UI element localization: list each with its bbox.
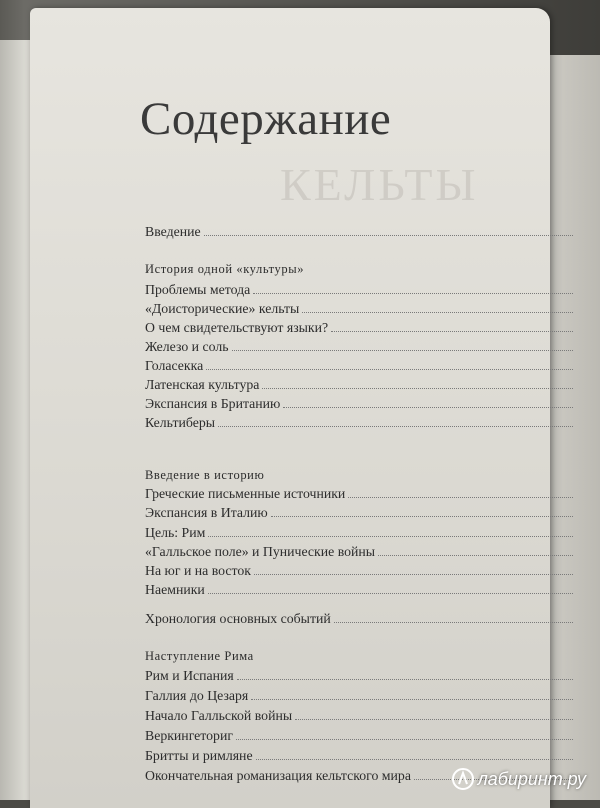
leader-dots [262, 387, 573, 389]
book-page [30, 8, 550, 808]
toc-entry-label: Введение [145, 224, 201, 239]
leader-dots [256, 758, 573, 760]
toc-entry-label: «Доисторические» кельты [145, 301, 300, 316]
leader-dots [236, 738, 573, 740]
toc-entry-label: Бритты и римляне [145, 748, 253, 763]
toc-entry [145, 748, 575, 764]
toc-entry [145, 505, 575, 521]
toc-entry-chronology [145, 611, 575, 627]
toc-entry-label: Экспансия в Италию [145, 505, 268, 520]
toc-entry-label: На юг и на восток [145, 563, 251, 578]
leader-dots [208, 592, 573, 594]
toc-entry [145, 377, 575, 393]
leader-dots [253, 292, 573, 294]
toc-entry [145, 525, 575, 541]
toc-entry-label: Рим и Испания [145, 668, 234, 683]
leader-dots [331, 330, 573, 332]
toc-entry-label: Цель: Рим [145, 525, 206, 540]
leader-dots [218, 425, 573, 427]
section-heading: Наступление Рима [145, 649, 254, 663]
toc-entry [145, 708, 575, 724]
toc-entry-label: Проблемы метода [145, 282, 251, 297]
toc-entry [145, 668, 575, 684]
toc-entry-label: Хронология основных событий [145, 611, 331, 626]
leader-dots [348, 496, 573, 498]
toc-entry [145, 688, 575, 704]
leader-dots [237, 678, 573, 680]
toc-entry [145, 396, 575, 412]
page-title: Содержание [140, 93, 392, 145]
toc-entry-label: «Галльское поле» и Пунические войны [145, 544, 376, 559]
show-through-text: КЕЛЬТЫ [280, 159, 479, 210]
leader-dots [283, 406, 573, 408]
leader-dots [206, 368, 573, 370]
leader-dots [208, 535, 573, 537]
toc-entry-label: Железо и соль [145, 339, 229, 354]
toc-entry-label: Наемники [145, 582, 205, 597]
toc-entry [145, 358, 575, 374]
toc-entry [145, 415, 575, 431]
leader-dots [302, 311, 573, 313]
section-heading: История одной «культуры» [145, 262, 305, 276]
toc-entry [145, 301, 575, 317]
leader-dots [251, 698, 573, 700]
toc-entry-label: Окончательная романизация кельтского мира [145, 768, 411, 783]
watermark-text: лабиринт.ру [477, 768, 586, 789]
toc-entry-label: Начало Галльской войны [145, 708, 293, 723]
toc-entry-label: Экспансия в Британию [145, 396, 281, 411]
leader-dots [295, 718, 573, 720]
labirint-logo-icon [452, 768, 474, 790]
toc-entry-label: О чем свидетельствуют языки? [145, 320, 329, 335]
leader-dots [232, 349, 573, 351]
toc-entry [145, 282, 575, 298]
toc-entry-label: Кельтиберы [145, 415, 215, 430]
toc-entry-intro [145, 224, 575, 240]
toc-entry [145, 582, 575, 598]
toc-entry [145, 320, 575, 336]
section-heading: Введение в историю [145, 468, 265, 482]
watermark [452, 768, 586, 790]
toc-entry-label: Латенская культура [145, 377, 260, 392]
toc-entry [145, 563, 575, 579]
toc-entry-label: Голасекка [145, 358, 204, 373]
leader-dots [254, 573, 573, 575]
leader-dots [271, 515, 573, 517]
toc-entry [145, 728, 575, 744]
toc-entry-label: Греческие письменные источники [145, 486, 346, 501]
leader-dots [334, 621, 573, 623]
leader-dots [378, 554, 573, 556]
toc-entry [145, 339, 575, 355]
toc-entry-label: Веркингеториг [145, 728, 233, 743]
toc-entry [145, 486, 575, 502]
leader-dots [204, 234, 573, 236]
toc-entry-label: Галлия до Цезаря [145, 688, 249, 703]
toc-entry [145, 544, 575, 560]
